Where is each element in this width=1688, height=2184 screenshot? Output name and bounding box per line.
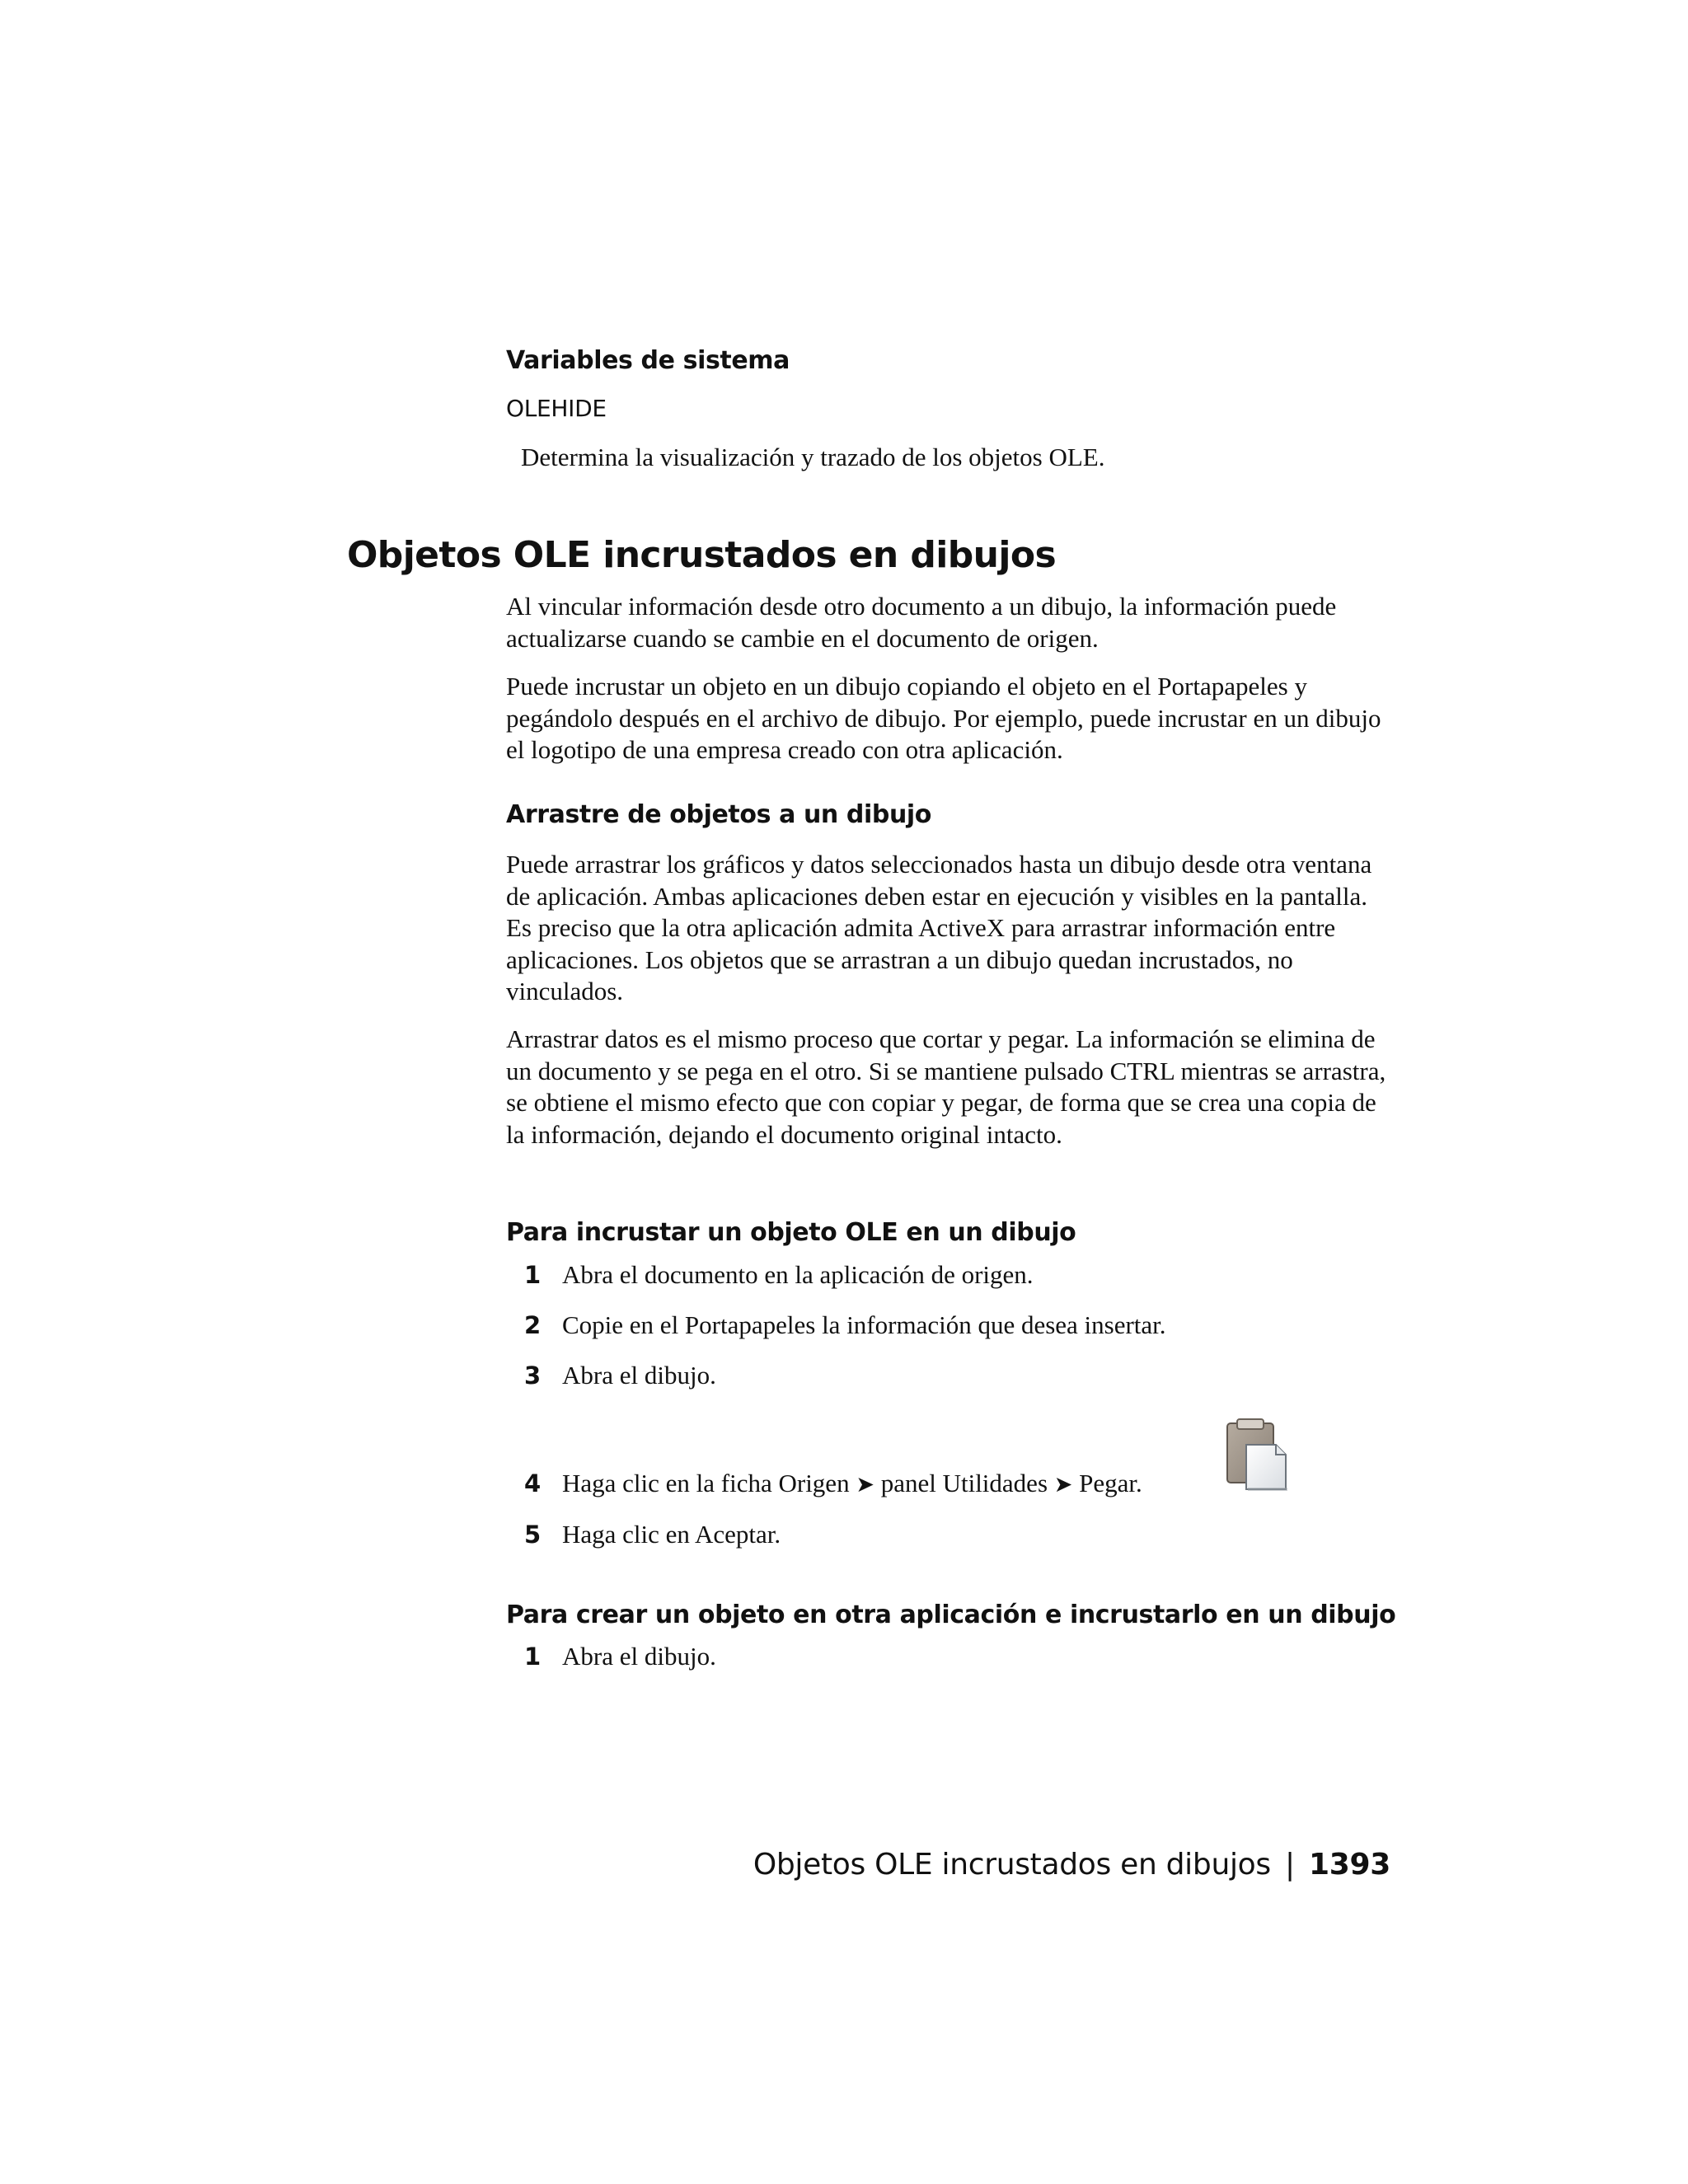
step-text: Abra el documento en la aplicación de origen. <box>562 1260 1034 1289</box>
step-number: 3 <box>524 1361 542 1390</box>
drag-paragraph-2: Arrastrar datos es el mismo proceso que cortar y pegar. La información se elimina de un documento y se pega en el otro. Si se mantiene pulsado CTRL mientras se arrastra, se obtiene el mismo efecto que con copiar y pegar, de forma que se crea una copia de la información, dejando el documento original intacto. <box>506 1024 1386 1149</box>
drag-paragraph-1: Puede arrastrar los gráficos y datos seleccionados hasta un dibujo desde otra ventana de aplicación. Ambas aplicaciones deben estar en ejecución y visibles en la pantalla. Es preciso que la otra aplicación admita ActiveX para arrastrar información entre aplicaciones. Los objetos que se arrastran a un dibujo quedan incrustados, no vinculados. <box>506 850 1372 1005</box>
step-text-ribbon-tab: Haga clic en la ficha Origen <box>562 1469 850 1497</box>
step-text <box>562 1467 1142 1502</box>
step-text-command: Pegar. <box>1079 1469 1142 1497</box>
drag-section-heading: Arrastre de objetos a un dibujo <box>506 800 931 829</box>
step-text: Copie en el Portapapeles la información que desea insertar. <box>562 1310 1166 1339</box>
step-number: 4 <box>524 1469 542 1497</box>
step-number: 1 <box>524 1643 542 1671</box>
footer-separator: | <box>1285 1848 1295 1882</box>
intro-paragraph-1: Al vincular información desde otro documento a un dibujo, la información puede actualizarse cuando se cambie en el documento de origen. <box>506 592 1337 653</box>
procedure-embed-heading: Para incrustar un objeto OLE en un dibujo <box>506 1218 1076 1247</box>
step-text-panel: panel Utilidades <box>880 1469 1048 1497</box>
section-title: Objetos OLE incrustados en dibujos <box>347 534 1057 576</box>
system-variable-description: Determina la visualización y trazado de los objetos OLE. <box>521 443 1105 471</box>
page-footer <box>753 1846 1390 1884</box>
step-text: Abra el dibujo. <box>562 1642 716 1671</box>
footer-title: Objetos OLE incrustados en dibujos <box>753 1848 1271 1882</box>
system-variable-name: OLEHIDE <box>506 395 607 422</box>
intro-paragraph-2: Puede incrustar un objeto en un dibujo copiando el objeto en el Portapapeles y pegándolo después en el archivo de dibujo. Por ejemplo, puede incrustar en un dibujo el logotipo de una empresa creado con otra aplicación. <box>506 672 1381 764</box>
system-variables-heading: Variables de sistema <box>506 346 790 375</box>
step-number: 2 <box>524 1311 542 1339</box>
menu-arrow-icon: ➤ <box>856 1472 874 1497</box>
step-text: Haga clic en Aceptar. <box>562 1520 781 1549</box>
step-number: 1 <box>524 1261 542 1289</box>
menu-arrow-icon: ➤ <box>1053 1472 1073 1497</box>
procedure-create-heading: Para crear un objeto en otra aplicación e incrustarlo en un dibujo <box>506 1601 1396 1629</box>
paste-icon <box>1225 1417 1289 1493</box>
step-number: 5 <box>524 1521 542 1549</box>
step-text: Abra el dibujo. <box>562 1361 716 1390</box>
page-number: 1393 <box>1309 1848 1390 1882</box>
